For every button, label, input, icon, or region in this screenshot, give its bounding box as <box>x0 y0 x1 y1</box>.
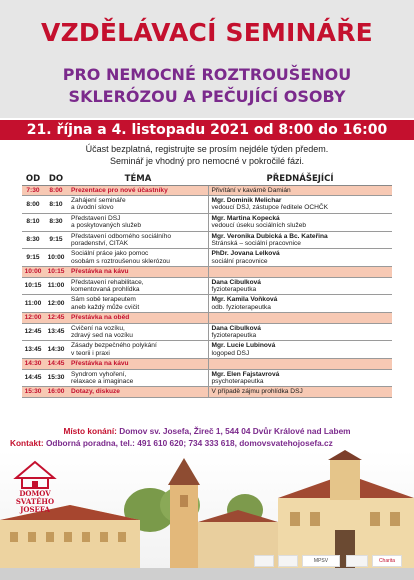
lecturer-role: odb. fyzioterapeutka <box>211 303 271 311</box>
sponsor-charita: Charita <box>372 555 402 567</box>
row-lecturer <box>208 295 392 313</box>
header-od: OD <box>22 173 44 185</box>
lecturer-name: Dana Cibulková <box>211 324 261 332</box>
row-topic: Představení rehabilitace, komentovaná prohlídka <box>68 277 208 295</box>
schedule-row <box>22 387 392 397</box>
venue-value: Domov sv. Josefa, Žireč 1, 544 04 Dvůr Králové nad Labem <box>119 426 351 436</box>
subtitle-line-2: SKLERÓZOU A PEČUJÍCÍ OSOBY <box>68 87 346 106</box>
row-end-time: 10:00 <box>44 249 68 267</box>
row-lecturer <box>208 341 392 359</box>
row-topic: Sám sobě terapeutem aneb každý může cvičit <box>68 295 208 313</box>
row-end-time: 12:45 <box>44 313 68 323</box>
lecturer-role: psychoterapeutka <box>211 378 264 386</box>
schedule-row <box>22 323 392 341</box>
row-topic: Přestávka na kávu <box>68 359 208 369</box>
row-topic: Dotazy, diskuze <box>68 387 208 397</box>
schedule-row <box>22 213 392 231</box>
schedule-row <box>22 195 392 213</box>
schedule-row <box>22 295 392 313</box>
lecturer-name: Mgr. Kamila Voňková <box>211 296 278 304</box>
row-start-time: 8:30 <box>22 231 44 249</box>
row-end-time: 14:45 <box>44 359 68 369</box>
table-header-row <box>22 173 392 185</box>
schedule-row <box>22 313 392 323</box>
row-lecturer <box>208 249 392 267</box>
row-lecturer <box>208 195 392 213</box>
lecturer-name: Mgr. Martina Kopecká <box>211 214 280 222</box>
schedule-row <box>22 249 392 267</box>
subtitle-line-1: PRO NEMOCNÉ ROZTROUŠENOU <box>62 65 352 84</box>
logo-line-2: SVATÉHO <box>15 497 55 506</box>
row-start-time: 10:15 <box>22 277 44 295</box>
row-start-time: 14:30 <box>22 359 44 369</box>
row-end-time: 8:10 <box>44 195 68 213</box>
domov-logo <box>6 460 64 516</box>
sponsor-logos <box>254 555 404 569</box>
row-topic: Přestávka na kávu <box>68 267 208 277</box>
row-lecturer <box>208 359 392 369</box>
row-start-time: 12:45 <box>22 323 44 341</box>
lecturer-role: vedoucí úseku sociálních služeb <box>211 222 307 230</box>
venue-line <box>0 426 414 436</box>
row-start-time: 9:15 <box>22 249 44 267</box>
row-topic: Představení DSJ a poskytovaných služeb <box>68 213 208 231</box>
row-topic: Zahájení semináře a úvodní slovo <box>68 195 208 213</box>
header-do: DO <box>44 173 68 185</box>
lecturer-name: Mgr. Elen Fajstavrová <box>211 370 280 378</box>
row-lecturer <box>208 185 392 195</box>
schedule-row <box>22 369 392 387</box>
row-end-time: 16:00 <box>44 387 68 397</box>
intro-line-1: Účast bezplatná, registrujte se prosím nejdéle týden předem. <box>85 144 329 154</box>
sponsor-mpsv: MPSV <box>302 555 340 567</box>
row-start-time: 15:30 <box>22 387 44 397</box>
row-lecturer <box>208 313 392 323</box>
header-tema: TÉMA <box>68 173 208 185</box>
schedule-table <box>22 173 392 398</box>
schedule-row <box>22 185 392 195</box>
poster-subtitle <box>0 64 414 108</box>
intro-line-2: Seminář je vhodný pro nemocné v pokročilé fázi. <box>109 156 305 166</box>
lecturer-role: V případě zájmu prohlídka DSJ <box>211 388 303 396</box>
row-topic: Zásady bezpečného polykání v teorii i praxi <box>68 341 208 359</box>
schedule-row <box>22 267 392 277</box>
intro-text <box>0 143 414 167</box>
row-start-time: 10:00 <box>22 267 44 277</box>
row-lecturer <box>208 213 392 231</box>
poster-title: VZDĚLÁVACÍ SEMINÁŘE <box>41 18 373 47</box>
row-lecturer <box>208 323 392 341</box>
sponsor-logo-2 <box>278 555 298 567</box>
row-lecturer <box>208 267 392 277</box>
logo-line-3: JOSEFA <box>20 505 50 514</box>
row-end-time: 15:30 <box>44 369 68 387</box>
row-lecturer <box>208 277 392 295</box>
lecturer-role: vedoucí DSJ, zástupce ředitele OCHČK <box>211 204 329 212</box>
row-end-time: 13:45 <box>44 323 68 341</box>
row-topic: Přestávka na oběd <box>68 313 208 323</box>
row-lecturer <box>208 387 392 397</box>
row-start-time: 8:10 <box>22 213 44 231</box>
row-start-time: 7:30 <box>22 185 44 195</box>
sponsor-logo-3 <box>346 555 368 567</box>
row-topic: Prezentace pro nové účastníky <box>68 185 208 195</box>
row-start-time: 8:00 <box>22 195 44 213</box>
lecturer-role: Přivítání v kavárně Damián <box>211 186 291 194</box>
row-start-time: 11:00 <box>22 295 44 313</box>
lecturer-name: Mgr. Veronika Dubická a Bc. Kateřina <box>211 232 328 240</box>
house-icon <box>6 460 64 490</box>
venue-label: Místo konání: <box>63 426 117 436</box>
footer-info <box>0 425 414 453</box>
header-lecturer: PŘEDNÁŠEJÍCÍ <box>208 173 392 185</box>
logo-line-1: DOMOV <box>19 489 51 498</box>
lecturer-name: Mgr. Dominik Melichar <box>211 196 282 204</box>
row-topic: Sociální práce jako pomoc osobám s roztroušenou sklerózou <box>68 249 208 267</box>
lecturer-role: fyzioterapeutka <box>211 332 257 339</box>
row-topic: Představení odborného sociálního poradenství, CITAK <box>68 231 208 249</box>
lecturer-role: sociální pracovnice <box>211 257 268 265</box>
lecturer-name: Mgr. Lucie Lubinová <box>211 342 276 350</box>
row-end-time: 12:00 <box>44 295 68 313</box>
row-end-time: 10:15 <box>44 267 68 277</box>
row-start-time: 12:00 <box>22 313 44 323</box>
row-lecturer <box>208 369 392 387</box>
lecturer-name: PhDr. Jovana Lelková <box>211 250 280 258</box>
row-start-time: 14:45 <box>22 369 44 387</box>
lecturer-role: logoped DSJ <box>211 349 250 357</box>
contact-line <box>0 438 414 448</box>
row-end-time: 9:15 <box>44 231 68 249</box>
schedule-row <box>22 231 392 249</box>
schedule-row <box>22 359 392 369</box>
row-end-time: 8:30 <box>44 213 68 231</box>
contact-value: Odborná poradna, tel.: 491 610 620; 734 333 618, domovsvatehojosefa.cz <box>45 438 333 448</box>
sponsor-logo-1 <box>254 555 274 567</box>
schedule-row <box>22 341 392 359</box>
date-banner: 21. října a 4. listopadu 2021 od 8:00 do 16:00 <box>0 120 414 140</box>
lecturer-name: Dana Cibulková <box>211 278 261 286</box>
row-end-time: 8:00 <box>44 185 68 195</box>
row-end-time: 14:30 <box>44 341 68 359</box>
lecturer-role: Stránská – sociální pracovnice <box>211 239 301 247</box>
row-end-time: 11:00 <box>44 277 68 295</box>
contact-label: Kontakt: <box>10 438 44 448</box>
row-start-time: 13:45 <box>22 341 44 359</box>
schedule-body <box>22 185 392 397</box>
lecturer-role: fyzioterapeutka <box>211 285 257 293</box>
row-topic: Cvičení na vozíku, zdravý sed na vozíku <box>68 323 208 341</box>
row-topic: Syndrom vyhoření, relaxace a imaginace <box>68 369 208 387</box>
row-lecturer <box>208 231 392 249</box>
header-panel <box>0 0 414 118</box>
schedule-row <box>22 277 392 295</box>
